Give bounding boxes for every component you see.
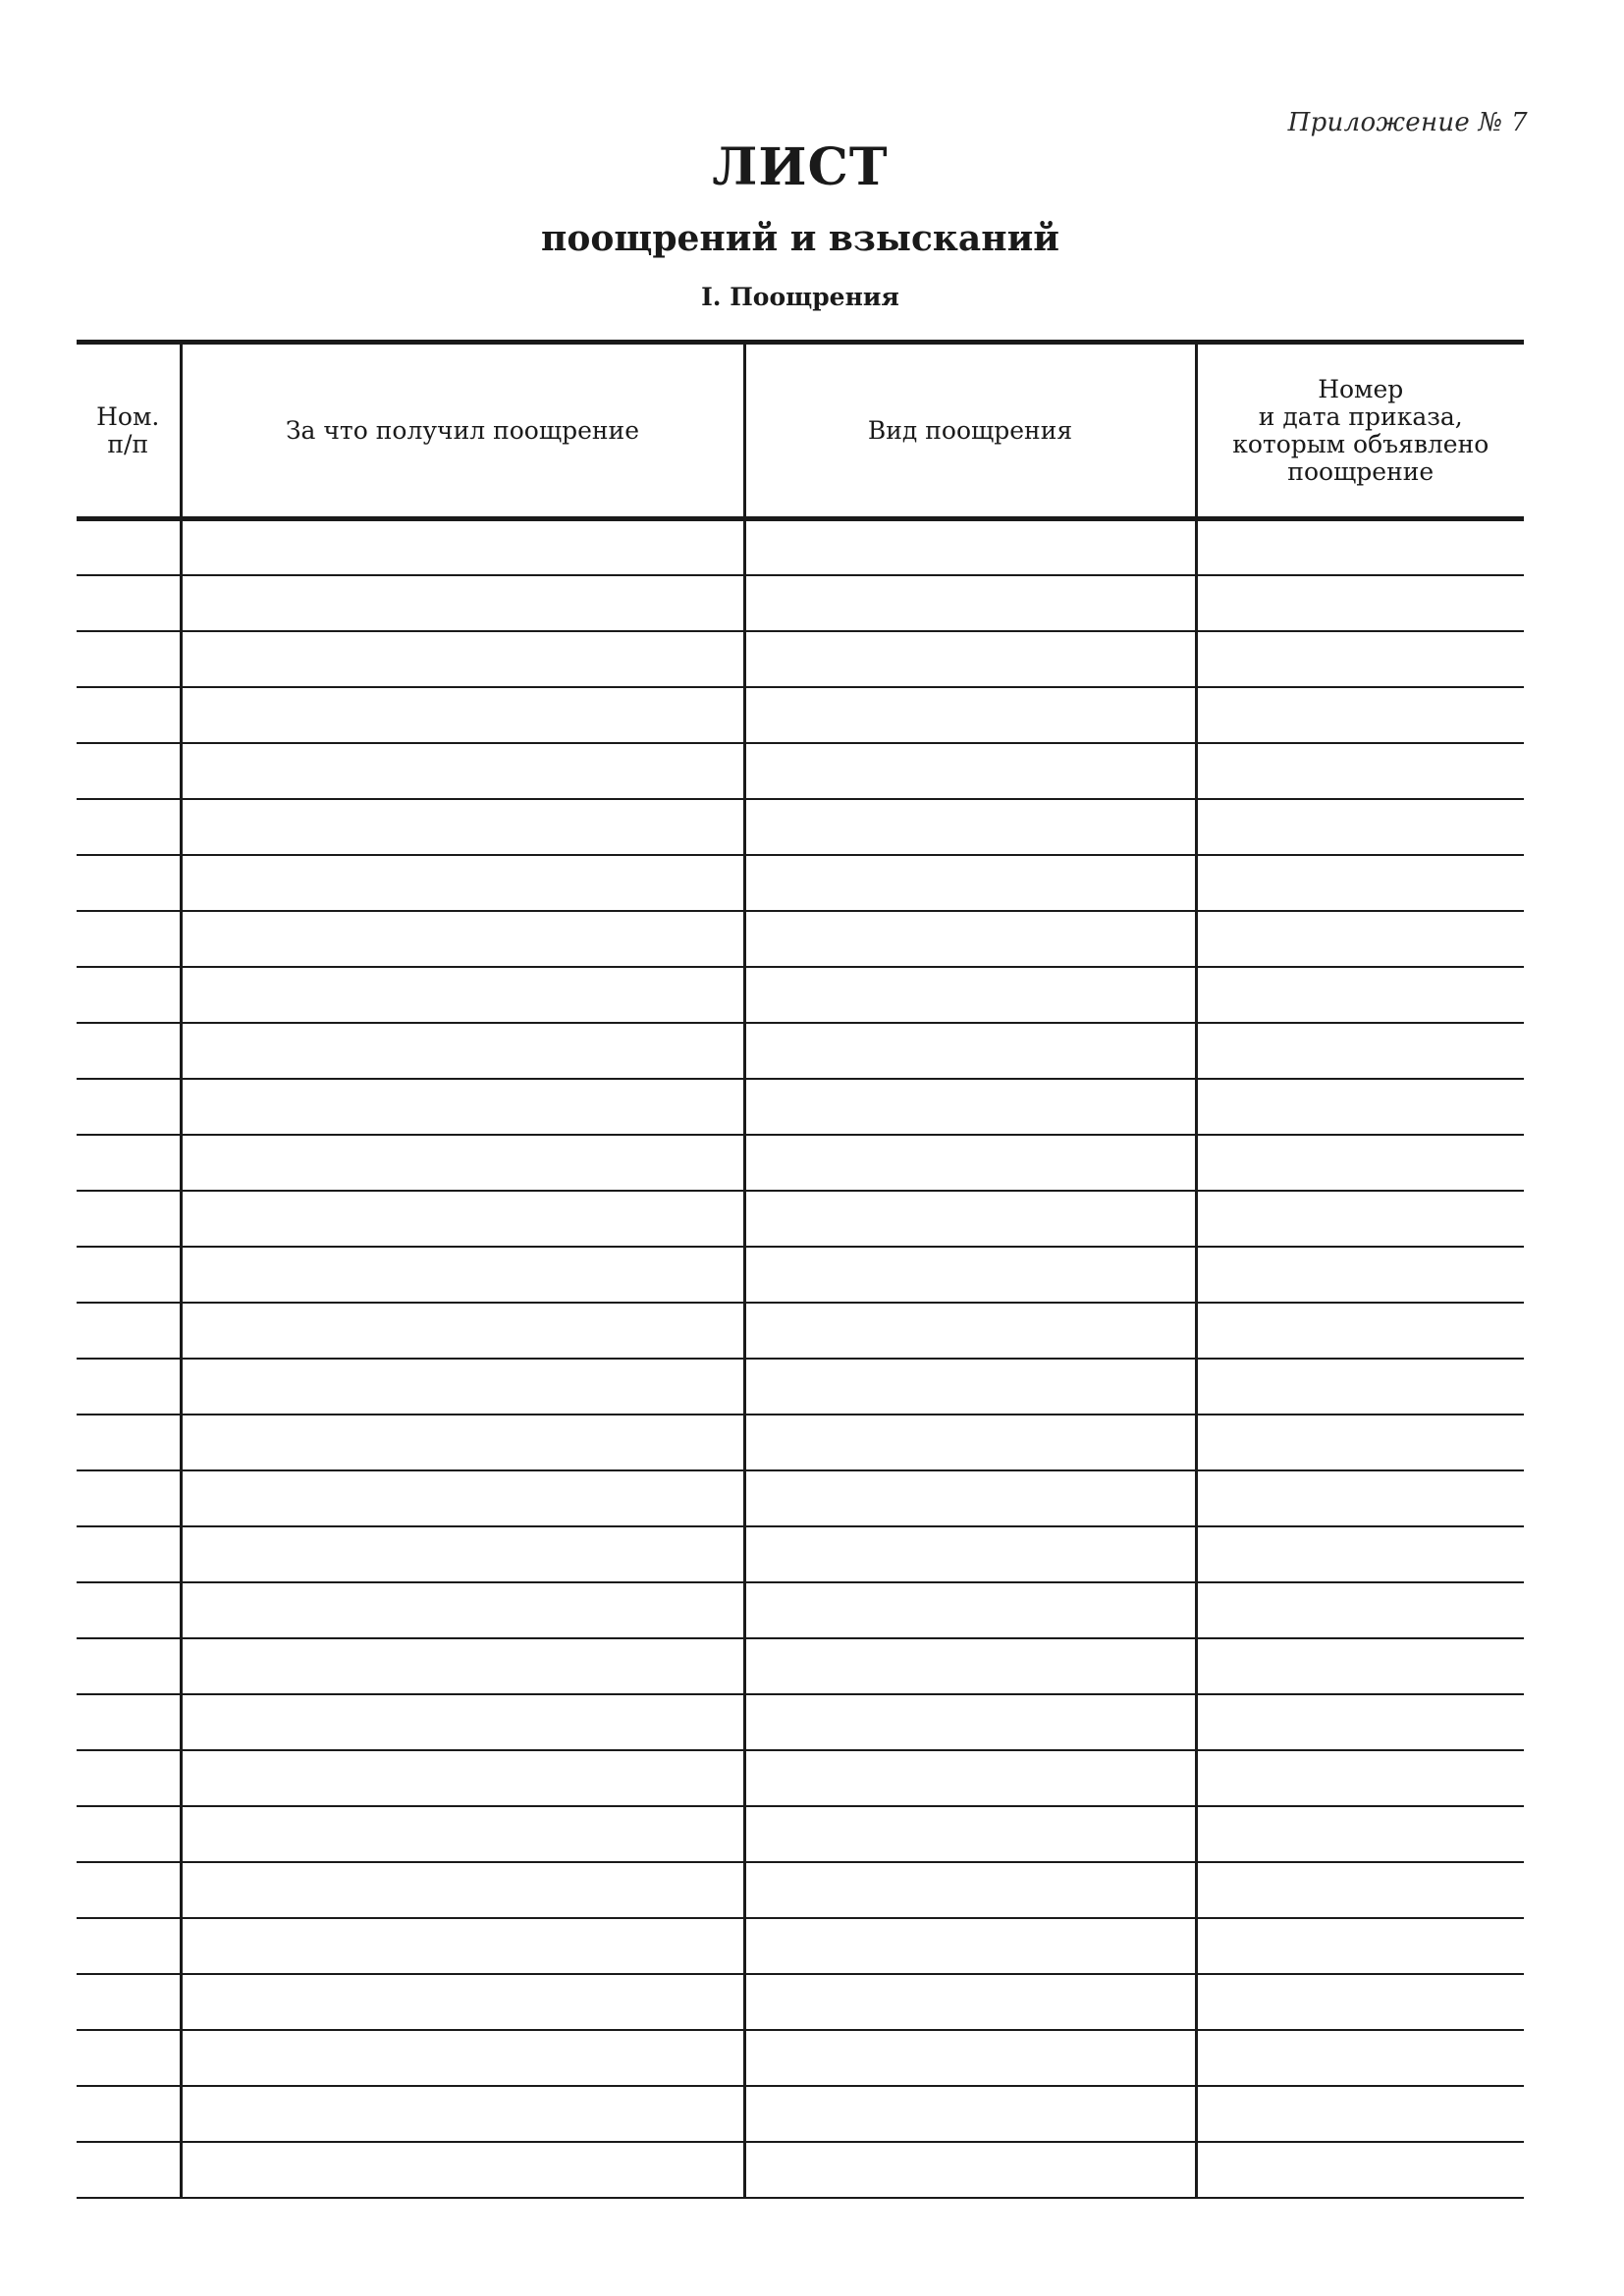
cell-number bbox=[77, 2030, 181, 2086]
cell-reason bbox=[181, 1303, 744, 1359]
table-row bbox=[77, 1638, 1524, 1694]
header-line: п/п bbox=[107, 429, 149, 458]
cell-number bbox=[77, 1694, 181, 1750]
cell-number bbox=[77, 575, 181, 631]
cell-reward-type bbox=[744, 1750, 1196, 1806]
cell-reward-type bbox=[744, 1526, 1196, 1582]
cell-order bbox=[1196, 1526, 1524, 1582]
cell-order bbox=[1196, 575, 1524, 631]
cell-order bbox=[1196, 1582, 1524, 1638]
cell-number bbox=[77, 1247, 181, 1303]
cell-reason bbox=[181, 855, 744, 911]
cell-order bbox=[1196, 2086, 1524, 2142]
rewards-table bbox=[77, 340, 1524, 2199]
column-header-reason bbox=[181, 343, 744, 519]
cell-reward-type bbox=[744, 1415, 1196, 1470]
cell-number bbox=[77, 1638, 181, 1694]
cell-number bbox=[77, 1470, 181, 1526]
cell-order bbox=[1196, 1303, 1524, 1359]
cell-reason bbox=[181, 1079, 744, 1135]
cell-reward-type bbox=[744, 1470, 1196, 1526]
cell-reason bbox=[181, 1638, 744, 1694]
cell-order bbox=[1196, 1023, 1524, 1079]
cell-reason bbox=[181, 1806, 744, 1862]
cell-reward-type bbox=[744, 1806, 1196, 1862]
cell-reward-type bbox=[744, 799, 1196, 855]
cell-reason bbox=[181, 687, 744, 743]
column-header-number bbox=[77, 343, 181, 519]
cell-number bbox=[77, 855, 181, 911]
cell-reason bbox=[181, 575, 744, 631]
cell-reason bbox=[181, 1247, 744, 1303]
cell-reason bbox=[181, 1918, 744, 1974]
cell-reason bbox=[181, 2030, 744, 2086]
cell-order bbox=[1196, 2142, 1524, 2198]
cell-reward-type bbox=[744, 1638, 1196, 1694]
table-row bbox=[77, 743, 1524, 799]
table-row bbox=[77, 1694, 1524, 1750]
table-row bbox=[77, 1415, 1524, 1470]
cell-reason bbox=[181, 1694, 744, 1750]
cell-reason bbox=[181, 967, 744, 1023]
cell-reason bbox=[181, 799, 744, 855]
cell-number bbox=[77, 687, 181, 743]
cell-order bbox=[1196, 631, 1524, 687]
cell-number bbox=[77, 1526, 181, 1582]
header-line: За что получил поощрение bbox=[285, 415, 640, 445]
cell-order bbox=[1196, 1918, 1524, 1974]
cell-order bbox=[1196, 1694, 1524, 1750]
cell-order bbox=[1196, 687, 1524, 743]
cell-order bbox=[1196, 1806, 1524, 1862]
cell-order bbox=[1196, 1974, 1524, 2030]
cell-reason bbox=[181, 1191, 744, 1247]
cell-order bbox=[1196, 1135, 1524, 1191]
column-header-order bbox=[1196, 343, 1524, 519]
cell-order bbox=[1196, 1247, 1524, 1303]
cell-number bbox=[77, 631, 181, 687]
cell-reward-type bbox=[744, 2142, 1196, 2198]
cell-reason bbox=[181, 911, 744, 967]
cell-reward-type bbox=[744, 1974, 1196, 2030]
column-header-reward-type bbox=[744, 343, 1196, 519]
cell-reason bbox=[181, 743, 744, 799]
table-row bbox=[77, 2086, 1524, 2142]
cell-number bbox=[77, 1862, 181, 1918]
cell-reward-type bbox=[744, 967, 1196, 1023]
cell-reward-type bbox=[744, 1191, 1196, 1247]
table-row bbox=[77, 575, 1524, 631]
cell-reason bbox=[181, 2086, 744, 2142]
cell-reward-type bbox=[744, 631, 1196, 687]
table-row bbox=[77, 1806, 1524, 1862]
table-row bbox=[77, 855, 1524, 911]
header-line: поощрение bbox=[1287, 456, 1435, 486]
cell-number bbox=[77, 1191, 181, 1247]
section-heading: I. Поощрения bbox=[701, 283, 899, 311]
appendix-label: Приложение № 7 bbox=[1287, 108, 1528, 137]
cell-number bbox=[77, 911, 181, 967]
cell-order bbox=[1196, 1079, 1524, 1135]
cell-number bbox=[77, 1750, 181, 1806]
table-row bbox=[77, 1079, 1524, 1135]
table-row bbox=[77, 631, 1524, 687]
cell-order bbox=[1196, 1191, 1524, 1247]
table-row bbox=[77, 1470, 1524, 1526]
cell-order bbox=[1196, 1862, 1524, 1918]
table-row bbox=[77, 1582, 1524, 1638]
cell-reward-type bbox=[744, 2086, 1196, 2142]
cell-reward-type bbox=[744, 1247, 1196, 1303]
cell-reason bbox=[181, 1023, 744, 1079]
table-row bbox=[77, 1918, 1524, 1974]
cell-reason bbox=[181, 1974, 744, 2030]
cell-reason bbox=[181, 1582, 744, 1638]
cell-reward-type bbox=[744, 743, 1196, 799]
table-row bbox=[77, 1191, 1524, 1247]
table-row bbox=[77, 687, 1524, 743]
cell-number bbox=[77, 1023, 181, 1079]
header-line: Номер bbox=[1318, 374, 1404, 403]
cell-order bbox=[1196, 1638, 1524, 1694]
cell-order bbox=[1196, 1415, 1524, 1470]
cell-reward-type bbox=[744, 2030, 1196, 2086]
table-row bbox=[77, 2030, 1524, 2086]
header-line: которым объявлено bbox=[1232, 429, 1489, 458]
table-row bbox=[77, 1526, 1524, 1582]
cell-reward-type bbox=[744, 911, 1196, 967]
header-line: Вид поощрения bbox=[867, 415, 1073, 445]
cell-number bbox=[77, 519, 181, 575]
table-row bbox=[77, 799, 1524, 855]
cell-order bbox=[1196, 743, 1524, 799]
cell-number bbox=[77, 2142, 181, 2198]
cell-reward-type bbox=[744, 687, 1196, 743]
cell-reward-type bbox=[744, 855, 1196, 911]
cell-reason bbox=[181, 1750, 744, 1806]
rewards-table-container bbox=[77, 340, 1524, 2199]
cell-reward-type bbox=[744, 1079, 1196, 1135]
cell-reason bbox=[181, 1862, 744, 1918]
table-row bbox=[77, 519, 1524, 575]
table-row bbox=[77, 1135, 1524, 1191]
table-row bbox=[77, 1023, 1524, 1079]
cell-order bbox=[1196, 1750, 1524, 1806]
cell-number bbox=[77, 1582, 181, 1638]
cell-reward-type bbox=[744, 575, 1196, 631]
table-row bbox=[77, 1303, 1524, 1359]
cell-order bbox=[1196, 967, 1524, 1023]
cell-reward-type bbox=[744, 1918, 1196, 1974]
cell-reward-type bbox=[744, 1135, 1196, 1191]
cell-order bbox=[1196, 2030, 1524, 2086]
cell-number bbox=[77, 1303, 181, 1359]
cell-number bbox=[77, 2086, 181, 2142]
cell-number bbox=[77, 1806, 181, 1862]
table-row bbox=[77, 1862, 1524, 1918]
cell-reward-type bbox=[744, 519, 1196, 575]
cell-reward-type bbox=[744, 1582, 1196, 1638]
cell-number bbox=[77, 799, 181, 855]
cell-order bbox=[1196, 855, 1524, 911]
cell-order bbox=[1196, 911, 1524, 967]
cell-order bbox=[1196, 519, 1524, 575]
header-line: и дата приказа, bbox=[1258, 401, 1463, 431]
document-title: ЛИСТ bbox=[712, 137, 889, 197]
cell-reward-type bbox=[744, 1694, 1196, 1750]
table-row bbox=[77, 2142, 1524, 2198]
cell-reason bbox=[181, 1470, 744, 1526]
cell-reason bbox=[181, 1415, 744, 1470]
header-line: Ном. bbox=[96, 401, 160, 431]
cell-number bbox=[77, 1079, 181, 1135]
cell-reason bbox=[181, 1526, 744, 1582]
cell-number bbox=[77, 1918, 181, 1974]
table-row bbox=[77, 1247, 1524, 1303]
cell-order bbox=[1196, 799, 1524, 855]
table-header-row bbox=[77, 343, 1524, 519]
document-subtitle: поощрений и взысканий bbox=[541, 218, 1059, 259]
cell-number bbox=[77, 743, 181, 799]
table-row bbox=[77, 1750, 1524, 1806]
table-row bbox=[77, 967, 1524, 1023]
cell-reason bbox=[181, 631, 744, 687]
cell-number bbox=[77, 967, 181, 1023]
cell-reward-type bbox=[744, 1303, 1196, 1359]
cell-reason bbox=[181, 2142, 744, 2198]
table-row bbox=[77, 911, 1524, 967]
cell-reason bbox=[181, 1359, 744, 1415]
cell-number bbox=[77, 1415, 181, 1470]
cell-reason bbox=[181, 519, 744, 575]
table-row bbox=[77, 1359, 1524, 1415]
cell-order bbox=[1196, 1359, 1524, 1415]
table-row bbox=[77, 1974, 1524, 2030]
cell-reward-type bbox=[744, 1862, 1196, 1918]
cell-reward-type bbox=[744, 1359, 1196, 1415]
cell-order bbox=[1196, 1470, 1524, 1526]
cell-number bbox=[77, 1359, 181, 1415]
cell-reward-type bbox=[744, 1023, 1196, 1079]
cell-number bbox=[77, 1974, 181, 2030]
table-body bbox=[77, 519, 1524, 2198]
cell-reason bbox=[181, 1135, 744, 1191]
cell-number bbox=[77, 1135, 181, 1191]
